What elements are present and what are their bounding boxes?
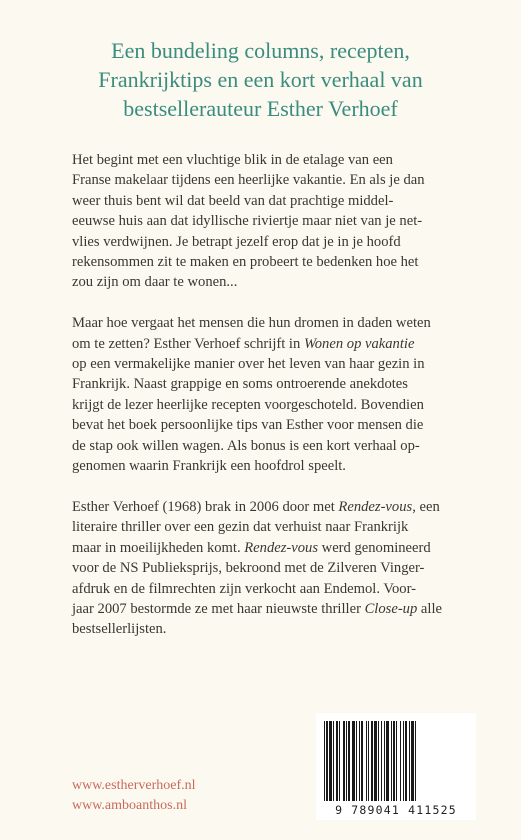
text-segment: krijgt de lezer heerlijke recepten voorgeschoteld. Bovendien — [72, 396, 424, 413]
publisher-website-link[interactable]: www.amboanthos.nl — [72, 798, 187, 813]
text-segment: de stap ook willen wagen. Als bonus is een kort verhaal op- — [72, 437, 420, 454]
text-segment: weer thuis bent wil dat beeld van dat prachtige middel- — [72, 192, 394, 209]
text-segment: Maar hoe vergaat het mensen die hun dromen in daden weten — [72, 315, 431, 332]
barcode-bar — [400, 721, 401, 801]
barcode-bar — [366, 721, 367, 801]
text-line — [72, 599, 472, 619]
website-links — [72, 776, 196, 816]
barcode-bar — [393, 721, 395, 801]
text-segment: Franse makelaar tijdens een heerlijke vakantie. En als je dan — [72, 172, 425, 189]
barcode-bar — [378, 721, 379, 801]
barcode-bar — [384, 721, 385, 801]
text-line — [72, 558, 472, 578]
book-title-text: Rendez-vous — [244, 539, 319, 556]
text-segment: op een vermakelijke manier over het leven van haar gezin in — [72, 356, 425, 373]
barcode-bar — [409, 721, 410, 801]
barcode-bar — [403, 721, 404, 801]
barcode-bar — [339, 721, 340, 801]
barcode-bar — [326, 721, 328, 801]
barcode-bar — [411, 721, 414, 801]
barcode-bar — [336, 721, 338, 801]
text-segment: Frankrijk. Naast grappige en soms ontroerende anekdotes — [72, 376, 408, 393]
blurb-body — [72, 150, 472, 660]
barcode-bar — [374, 721, 377, 801]
text-segment: afdruk en de filmrechten zijn verkocht aan Endemol. Voor- — [72, 580, 417, 597]
text-segment: , een — [412, 498, 440, 515]
text-segment: werd genomineerd — [318, 539, 431, 556]
text-line — [72, 334, 472, 354]
text-segment: zou zijn om daar te wonen... — [72, 274, 238, 291]
text-segment: om te zetten? Esther Verhoef schrijft in — [72, 335, 304, 352]
barcode-bar — [348, 721, 350, 801]
text-line — [72, 538, 472, 558]
text-line — [72, 619, 472, 639]
text-segment: voor de NS Publieksprijs, bekroond met de Zilveren Vinger- — [72, 560, 425, 577]
body-paragraph — [72, 497, 472, 640]
body-paragraph — [72, 150, 472, 293]
barcode-bar — [405, 721, 407, 801]
text-segment: eeuwse huis aan dat idyllische riviertje maar niet van je net- — [72, 213, 423, 230]
book-title-text: Rendez-vous — [338, 498, 413, 515]
book-title-text: Wonen op vakantie — [303, 335, 415, 352]
text-segment: Het begint met een vluchtige blik in de etalage van een — [72, 152, 393, 168]
text-line — [72, 415, 472, 435]
text-line — [72, 517, 472, 537]
barcode-bar — [396, 721, 397, 801]
barcode-bars — [322, 721, 470, 803]
isbn-number: 9 789041 411525 — [335, 803, 457, 817]
text-line — [72, 150, 472, 170]
barcode-bar — [333, 721, 334, 801]
barcode-bar — [386, 721, 389, 801]
text-line — [72, 211, 472, 231]
author-website-link[interactable]: www.estherverhoef.nl — [72, 778, 196, 793]
text-segment: bestsellerlijsten. — [72, 621, 167, 638]
text-segment: vlies verdwijnen. Je betrapt jezelf erop dat je in je hoofd — [72, 233, 401, 250]
barcode-bar — [381, 721, 382, 801]
blurb-headline — [40, 36, 481, 123]
headline-line: Een bundeling columns, recepten, — [111, 38, 410, 63]
text-segment: rekensommen zit te maken en probeert te bedenken hoe het — [72, 254, 419, 271]
text-segment: bevat het boek persoonlijke tips van Esther voor mensen die — [72, 417, 424, 434]
text-line — [72, 191, 472, 211]
headline-line: Frankrijktips en een kort verhaal van — [98, 67, 423, 92]
body-paragraph — [72, 313, 472, 476]
text-segment: genomen waarin Frankrijk een hoofdrol speelt. — [72, 458, 346, 475]
text-line — [72, 354, 472, 374]
text-segment: maar in moeilijkheden komt. — [72, 539, 245, 556]
barcode-bar — [356, 721, 357, 801]
barcode-bar — [368, 721, 369, 801]
barcode-bar — [352, 721, 355, 801]
barcode-bar — [346, 721, 347, 801]
barcode-bar — [359, 721, 360, 801]
text-segment: jaar 2007 bestormde ze met haar nieuwste thriller — [72, 600, 365, 617]
text-line — [72, 374, 472, 394]
text-line — [72, 313, 472, 333]
text-segment: Esther Verhoef (1968) brak in 2006 door met — [72, 498, 339, 515]
text-line — [72, 436, 472, 456]
barcode-bar — [371, 721, 373, 801]
text-line — [72, 252, 472, 272]
barcode-bar — [415, 721, 416, 801]
barcode-bar — [361, 721, 363, 801]
text-line — [72, 395, 472, 415]
barcode-bar — [324, 721, 325, 801]
text-line — [72, 579, 472, 599]
text-segment: alle — [417, 600, 442, 617]
barcode-bar — [391, 721, 392, 801]
text-segment: literaire thriller over een gezin dat verhuist naar Frankrijk — [72, 519, 409, 536]
headline-line: bestsellerauteur Esther Verhoef — [123, 96, 398, 121]
text-line — [72, 497, 472, 517]
book-title-text: Close-up — [364, 600, 418, 617]
isbn-barcode — [316, 713, 476, 820]
text-line — [72, 232, 472, 252]
text-line — [72, 170, 472, 190]
text-line — [72, 272, 472, 292]
barcode-bar — [329, 721, 332, 801]
barcode-bar — [343, 721, 345, 801]
text-line — [72, 456, 472, 476]
